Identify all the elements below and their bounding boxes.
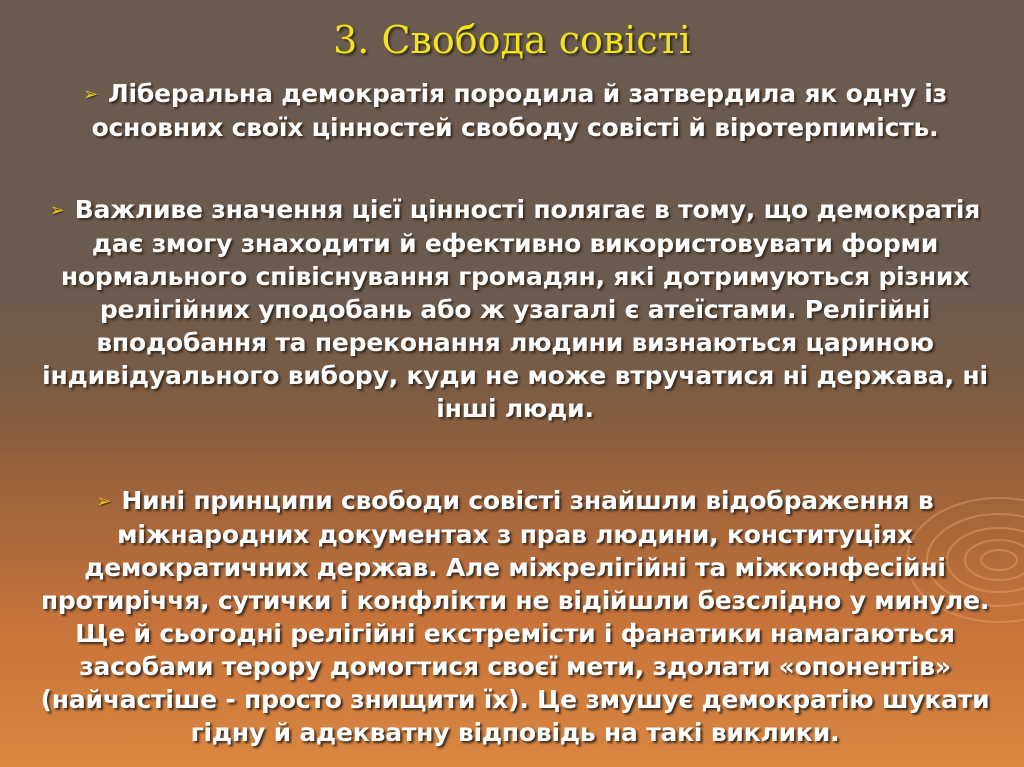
paragraph-2-text: Важливе значення цієї цінності полягає в тому, що демократія дає змогу знаходити й ефективно використовувати форми нормального співіснування громадян, які дотримуються різних релігійних уподобань або ж узагалі є атеїстами. Релігійні вподобання та переконання людини визнаються цариною індивідуального вибору, куди не може втручатися ні держава, ні інші люди. xyxy=(42,195,988,423)
paragraph-1-text: Ліберальна демократія породила й затвердила як одну із основних своїх цінностей свободу совісті й віротерпимість. xyxy=(91,79,947,142)
paragraph-3 xyxy=(30,484,1000,749)
arrow-bullet-icon: ➢ xyxy=(96,491,112,512)
arrow-bullet-icon: ➢ xyxy=(83,84,98,105)
arrow-bullet-icon: ➢ xyxy=(49,200,65,221)
slide-title: 3. Свобода совісті xyxy=(333,18,691,62)
paragraph-1 xyxy=(30,77,1000,144)
paragraph-3-text: Нині принципи свободи совісті знайшли відображення в міжнародних документах з прав людини, конституціях демократичних держав. Але міжрелігійні та міжконфесійні протиріччя, сутички і конфлікти не відійшли безслідно у минуле. Ще й сьогодні релігійні екстремісти і фанатики намагаються засобами терору домогтися своєї мети, здолати «опонентів» (найчастіше - просто знищити їх). Це змушує демократію шукати гідну й адекватну відповідь на такі виклики. xyxy=(40,486,990,747)
paragraph-2 xyxy=(30,193,1000,425)
